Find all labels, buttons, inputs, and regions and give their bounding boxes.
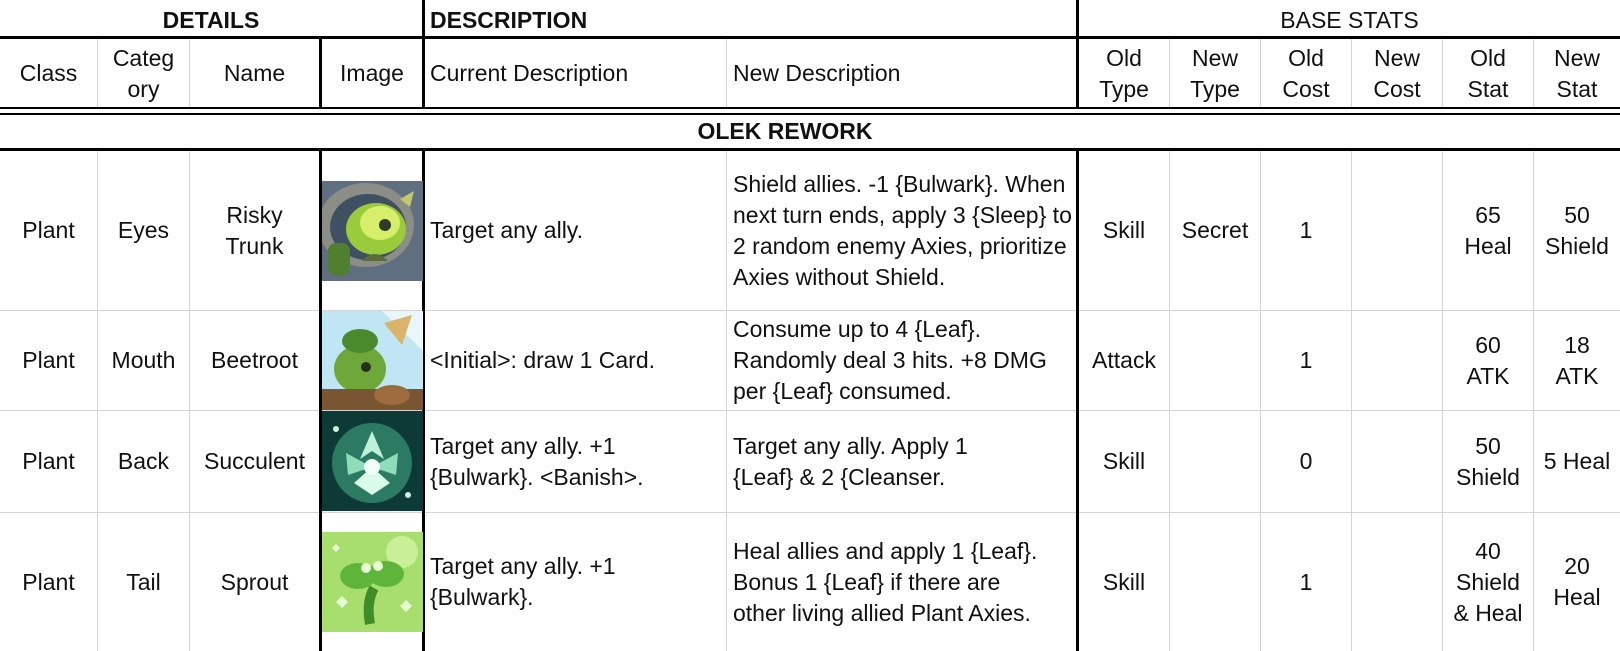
- column-header-name: Name: [223, 60, 286, 86]
- class-cell: Plant: [22, 347, 75, 373]
- current-description-cell: Target any ally. +1 {Bulwark}.: [430, 553, 616, 610]
- group-header-description: DESCRIPTION: [430, 6, 588, 33]
- name-cell: Beetroot: [211, 347, 298, 373]
- name-cell: Sprout: [220, 568, 289, 595]
- old-stat-cell: 60 ATK: [1466, 331, 1510, 389]
- old-type-cell: Skill: [1102, 217, 1146, 243]
- new-stat-cell: 18 ATK: [1555, 331, 1599, 389]
- new-description-cell: Heal allies and apply 1 {Leaf}. Bonus 1 {Leaf} if there are other living allied Plant Axies.: [733, 537, 1038, 626]
- class-cell: Plant: [22, 568, 75, 595]
- column-header-category: Categ ory: [112, 44, 175, 102]
- new-description-cell: Consume up to 4 {Leaf}. Randomly deal 3 hits. +8 DMG per {Leaf} consumed.: [733, 316, 1047, 404]
- column-header-new-type: New Type: [1190, 44, 1240, 102]
- column-header-class: Class: [19, 60, 78, 86]
- category-cell: Eyes: [117, 217, 170, 243]
- new-cost-cell: [1352, 411, 1442, 512]
- column-header-new-cost: New Cost: [1373, 44, 1421, 102]
- column-header-old-cost: Old Cost: [1282, 44, 1330, 102]
- class-cell: Plant: [22, 448, 75, 474]
- current-description-cell: Target any ally.: [430, 217, 583, 243]
- new-cost-cell: [1352, 513, 1442, 651]
- column-header-new-description: New Description: [733, 60, 901, 86]
- section-title: OLEK REWORK: [697, 118, 873, 144]
- column-header-old-type: Old Type: [1099, 44, 1149, 102]
- old-cost-cell: 0: [1299, 448, 1313, 474]
- column-header-current-description: Current Description: [430, 60, 629, 86]
- new-type-cell: [1170, 311, 1260, 410]
- new-cost-cell: [1352, 151, 1442, 310]
- sprout-card-art: [322, 532, 423, 632]
- old-cost-cell: 1: [1299, 568, 1313, 595]
- current-description-cell: <Initial>: draw 1 Card.: [430, 347, 656, 373]
- new-type-cell: [1170, 411, 1260, 512]
- old-type-cell: Attack: [1092, 347, 1156, 373]
- category-cell: Tail: [126, 568, 161, 595]
- group-header-details: DETAILS: [162, 6, 260, 33]
- old-stat-cell: 40 Shield & Heal: [1453, 537, 1523, 626]
- column-header-old-stat: Old Stat: [1467, 44, 1509, 102]
- new-description-cell: Target any ally. Apply 1 {Leaf} & 2 {Cleanser.: [733, 432, 968, 490]
- old-cost-cell: 1: [1299, 217, 1313, 243]
- new-type-cell: Secret: [1181, 217, 1249, 243]
- category-cell: Back: [117, 448, 170, 474]
- beetroot-card-art: [322, 311, 423, 410]
- old-cost-cell: 1: [1299, 347, 1313, 373]
- current-description-cell: Target any ally. +1 {Bulwark}. <Banish>.: [430, 432, 644, 490]
- risky-trunk-card-art: [322, 181, 423, 281]
- new-cost-cell: [1352, 311, 1442, 410]
- category-cell: Mouth: [111, 347, 176, 373]
- column-header-image: Image: [340, 60, 404, 86]
- old-type-cell: Skill: [1102, 448, 1146, 474]
- name-cell: Succulent: [203, 448, 305, 474]
- name-cell: Risky Trunk: [225, 201, 284, 259]
- old-type-cell: Skill: [1102, 568, 1146, 595]
- column-header-new-stat: New Stat: [1553, 44, 1600, 102]
- old-stat-cell: 50 Shield: [1456, 432, 1520, 490]
- group-header-base-stats: BASE STATS: [1280, 6, 1419, 33]
- class-cell: Plant: [22, 217, 75, 243]
- old-stat-cell: 65 Heal: [1464, 201, 1512, 259]
- new-type-cell: [1170, 513, 1260, 651]
- new-stat-cell: 50 Shield: [1545, 201, 1609, 259]
- new-stat-cell: 5 Heal: [1543, 448, 1611, 474]
- new-stat-cell: 20 Heal: [1553, 553, 1601, 610]
- border-line: [0, 107, 1620, 109]
- new-description-cell: Shield allies. -1 {Bulwark}. When next turn ends, apply 3 {Sleep} to 2 random enemy Axies, prioritize Axies without Shield.: [733, 170, 1072, 290]
- succulent-card-art: [322, 411, 423, 511]
